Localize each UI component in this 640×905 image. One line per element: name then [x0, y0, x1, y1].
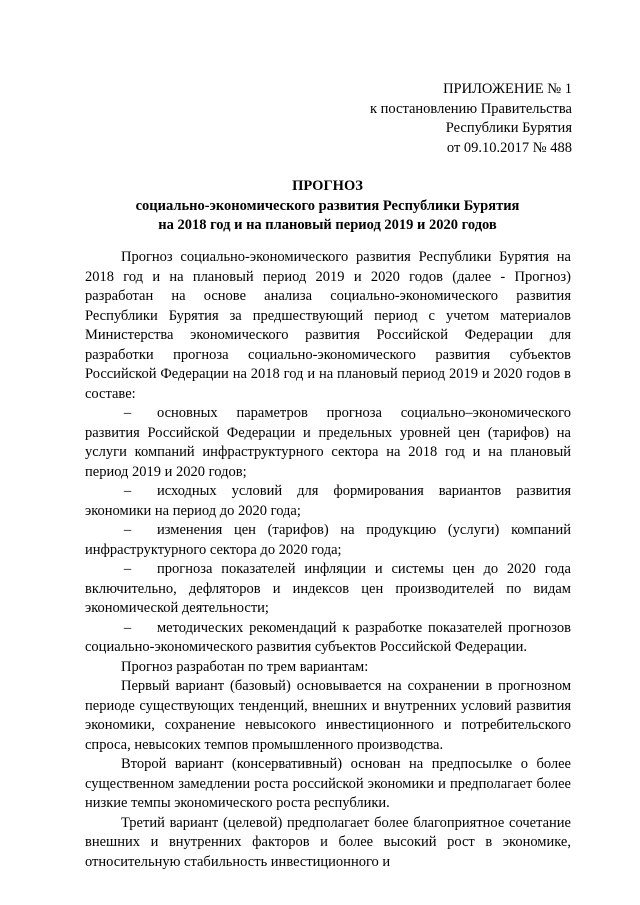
appendix-number: ПРИЛОЖЕНИЕ № 1: [443, 81, 572, 97]
variant-1-paragraph: Первый вариант (базовый) основывается на сохранении в прогнозном периоде существующих тенденций, внешних и внутренних условий развития экономики, сохранение невысокого инвестиционного и потребительского спроса, невысоких темпов промышленного производства.: [85, 678, 571, 753]
bullet-dash: –: [123, 483, 132, 499]
list-item: [85, 404, 571, 482]
list-item-text: изменения цен (тарифов) на продукцию (услуги) компаний инфраструктурного сектора до 2020 года;: [85, 522, 571, 558]
document-title: [85, 177, 570, 236]
list-item-text: основных параметров прогноза социально–экономического развития Российской Федерации и предельных уровней цен (тарифов) на услуги компаний инфраструктурного сектора на 2018 год и на плановый период 2019 и 2020 годов;: [85, 405, 571, 480]
list-item-text: прогноза показателей инфляции и системы цен до 2020 года включительно, дефляторов и индексов цен производителей по видам экономической деятельности;: [85, 561, 571, 616]
list-item: [85, 619, 571, 658]
appendix-date-number: от 09.10.2017 № 488: [446, 139, 572, 156]
variants-intro-paragraph: Прогноз разработан по трем вариантам:: [121, 658, 369, 675]
list-item: [85, 521, 571, 560]
variant-2-paragraph: Второй вариант (консервативный) основан на предпосылке о более существенном замедлении роста российской экономики и предполагает более низкие темпы экономического роста республики.: [85, 756, 571, 811]
title-line-1: ПРОГНОЗ: [292, 178, 363, 194]
list-item: [85, 560, 571, 619]
title-line-3: на 2018 год и на плановый период 2019 и 2020 годов: [158, 217, 497, 233]
bullet-dash: –: [123, 619, 132, 636]
list-item: [85, 482, 571, 521]
document-body: [85, 248, 571, 872]
appendix-resolution-ref: к постановлению Правительства: [370, 100, 572, 117]
title-line-2: социально-экономического развития Республики Бурятия: [135, 197, 520, 214]
bullet-dash: –: [123, 522, 132, 538]
appendix-government: Республики Бурятия: [445, 120, 572, 136]
appendix-header: [370, 80, 572, 158]
list-item-text: методических рекомендаций к разработке показателей прогнозов социально-экономического развития субъектов Российской Федерации.: [85, 619, 571, 655]
list-item-text: исходных условий для формирования вариантов развития экономики на период до 2020 года;: [85, 483, 571, 519]
bullet-dash: –: [123, 405, 132, 421]
variant-3-paragraph: Третий вариант (целевой) предполагает более благоприятное сочетание внешних и внутренних факторов и более высокий рост в экономике, относительную стабильность инвестиционного и: [85, 814, 571, 870]
intro-paragraph: Прогноз социально-экономического развития Республики Бурятия на 2018 год и на плановый период 2019 и 2020 годов (далее - Прогноз) разработан на основе анализа социально-экономического развития Республики Бурятия за предшествующий период с учетом материалов Министерства экономического развития Российской Федерации для разработки прогноза социально-экономического развития субъектов Российской Федерации на 2018 год и на плановый период 2019 и 2020 годов в составе:: [85, 249, 571, 402]
bullet-dash: –: [123, 561, 132, 577]
